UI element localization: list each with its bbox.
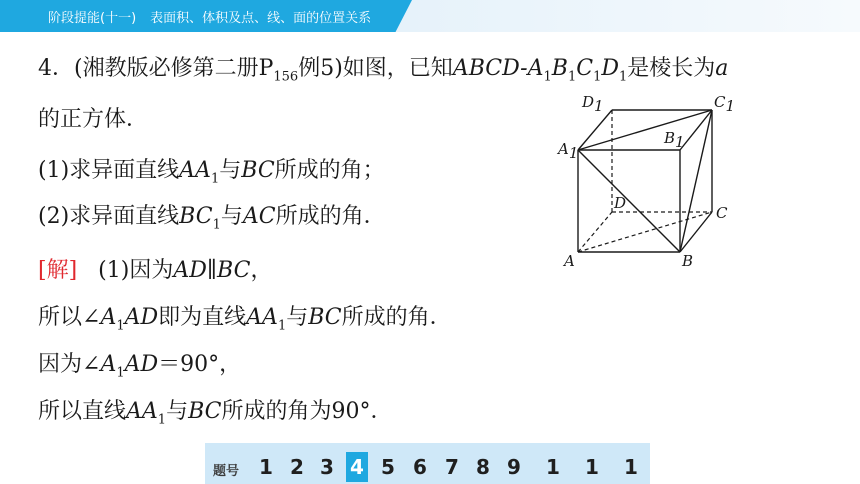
nav-item-8[interactable]: 8	[476, 455, 490, 479]
edge-ad	[578, 212, 612, 252]
solution-step-1: [解] (1)因为AD∥BC，	[38, 258, 273, 283]
edge-a1d1	[578, 110, 612, 150]
nav-item-2[interactable]: 2	[290, 455, 304, 479]
label-c1: C1	[714, 93, 736, 115]
section-label: 阶段提能(十一)	[48, 11, 137, 26]
diag-ac	[578, 212, 712, 252]
label-b1: B1	[664, 129, 685, 151]
diag-a1c1	[578, 110, 712, 150]
label-a: A	[564, 252, 575, 268]
nav-item-5[interactable]: 5	[381, 455, 395, 479]
diag-a1b	[578, 150, 680, 252]
label-d1: D1	[582, 93, 604, 115]
nav-item-12[interactable]: 1	[624, 455, 638, 479]
question-2: (2)求异面直线$BC_1$与AC所成的角．	[38, 204, 386, 233]
nav-label: 题号	[213, 464, 240, 479]
solution-step-2: 所以$\angle A_1AD$即为直线$AA_1$与BC所成的角．	[38, 305, 452, 334]
question-nav	[205, 443, 650, 484]
label-d: D	[614, 194, 627, 212]
label-b: B	[682, 252, 694, 268]
solution-step-4: 所以直线$AA_1$与BC所成的角为90°．	[38, 399, 393, 428]
header-text	[48, 7, 385, 26]
nav-item-11[interactable]: 1	[585, 455, 599, 479]
section-title: 表面积、体积及点、线、面的位置关系	[150, 11, 372, 26]
nav-item-4[interactable]: 4	[346, 452, 368, 482]
solution-step-3: 因为$\angle A_1AD=90^\circ$，	[38, 352, 242, 381]
nav-item-10[interactable]: 1	[546, 455, 560, 479]
nav-item-7[interactable]: 7	[445, 455, 459, 479]
label-a1: A1	[558, 140, 579, 162]
problem-intro-cont: 的正方体．	[38, 107, 149, 132]
nav-item-6[interactable]: 6	[413, 455, 427, 479]
diag-bc1	[680, 110, 712, 252]
question-1: (1)求异面直线$AA_1$与BC所成的角；	[38, 158, 385, 187]
cube-figure	[552, 88, 752, 268]
solution-tag: [解]	[38, 258, 78, 283]
nav-item-3[interactable]: 3	[320, 455, 334, 479]
nav-item-1[interactable]: 1	[259, 455, 273, 479]
nav-item-9[interactable]: 9	[507, 455, 521, 479]
label-c: C	[716, 204, 728, 222]
problem-intro: 4．(湘教版必修第二册$P_{156}$例5)如图，已知ABCD-$A_1B_1C_1D_1$是棱长为a	[38, 56, 729, 85]
